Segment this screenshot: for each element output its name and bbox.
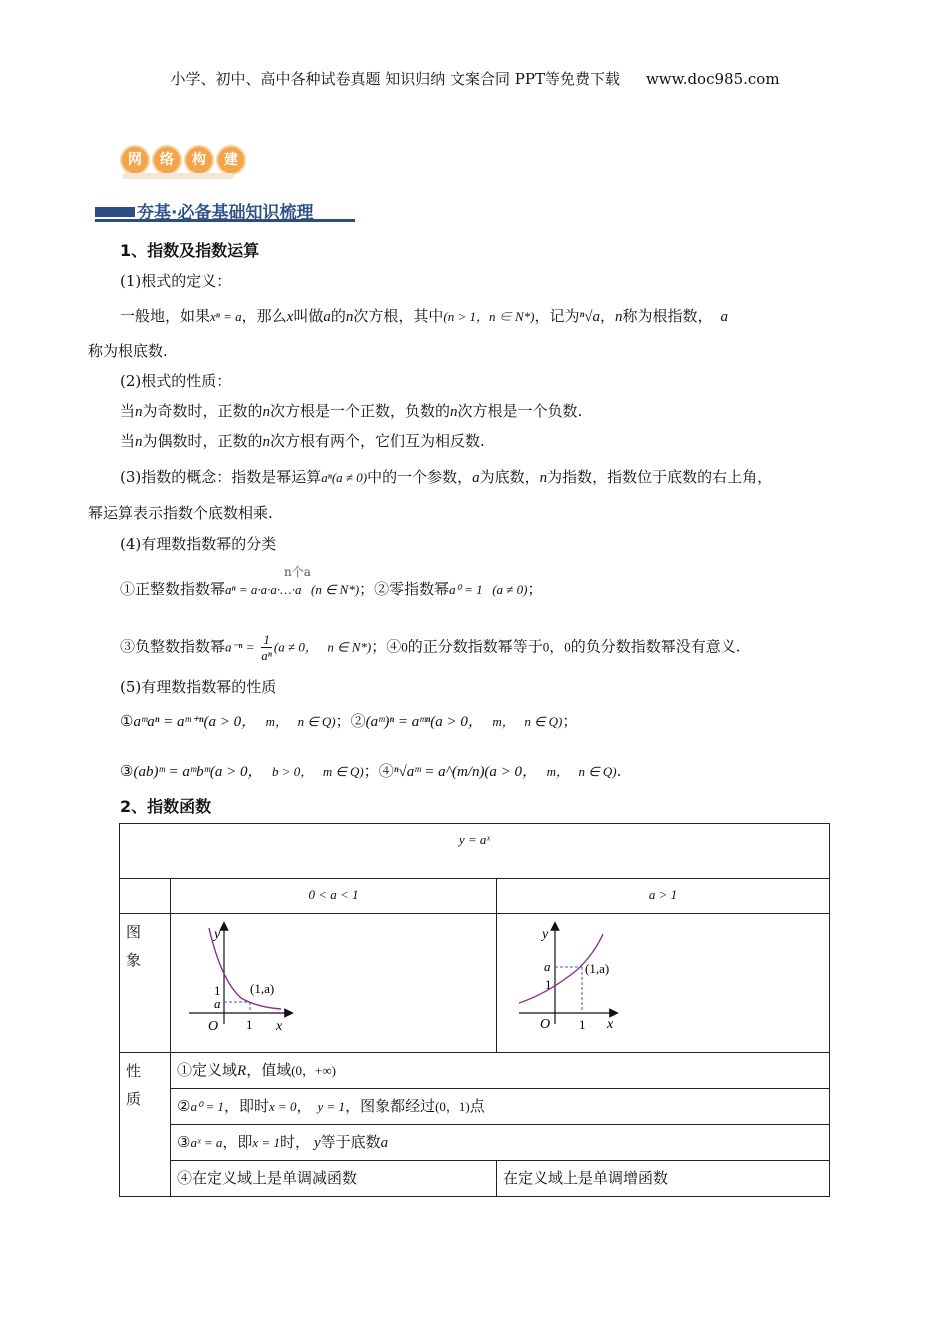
exp-function-table: [119, 823, 830, 1197]
badge-char: 络: [152, 145, 182, 175]
graph-decreasing-cell: [171, 914, 497, 1053]
p3-line2: 幂运算表示指数个底数相乘.: [88, 504, 273, 522]
page-header: [0, 68, 950, 89]
prop-4-increasing: 在定义域上是单调增函数: [497, 1161, 830, 1197]
graph-increasing: [497, 914, 827, 1051]
blank-cell: [120, 879, 171, 914]
p1-line: 一般地，如果xⁿ = a，那么x叫做a的n次方根，其中(n > 1，n ∈ N*)，记为ⁿ√a，n称为根指数， a: [120, 307, 729, 325]
origin-label: O: [208, 1019, 219, 1034]
axis-y-label: y: [542, 927, 549, 942]
p4-overbrace: n个a: [284, 565, 311, 579]
tick-one-y: 1: [545, 977, 552, 992]
s2-title: 2、指数函数: [120, 797, 212, 816]
prop-2: ②a⁰ = 1，即时x = 0， y = 1，图象都经过(0，1)点: [171, 1089, 830, 1125]
p1-line2: 称为根底数.: [88, 342, 168, 360]
p4-line1: ①正整数指数幂aⁿ = a·a·a·…·a (n ∈ N*)；②零指数幂a⁰ = 1 (a ≠ 0)；: [120, 580, 543, 598]
header-text: 小学、初中、高中各种试卷真题 知识归纳 文案合同 PPT等免费下载: [170, 70, 620, 88]
section-heading: [95, 197, 355, 225]
header-site: www.doc985.com: [645, 70, 780, 88]
axis-x-label: x: [607, 1017, 614, 1032]
tick-one-x: 1: [579, 1017, 586, 1032]
prop-4-decreasing: ④在定义域上是单调减函数: [171, 1161, 497, 1197]
badge-char: 建: [216, 145, 246, 175]
badge-char: 构: [184, 145, 214, 175]
p4-line2: ③负整数指数幂a⁻ⁿ = $\frac{1}{\text{aⁿ}}$ (a ≠ 0， n ∈ N*)；④0的正分数指数幂等于0，0的负分数指数幂没有意义.: [120, 632, 741, 663]
p4-title: (4)有理数指数幂的分类: [120, 535, 277, 553]
p2-line1: 当n为奇数时，正数的n次方根是一个正数，负数的n次方根是一个负数.: [120, 402, 583, 420]
point-label: (1,a): [585, 961, 610, 976]
p5-line1: ①aᵐaⁿ = aᵐ⁺ⁿ(a > 0， m， n ∈ Q)；②(aᵐ)ⁿ = aᵐⁿ(a > 0， m， n ∈ Q)；: [120, 712, 578, 730]
axis-x-label: x: [276, 1019, 283, 1034]
point-label: (1,a): [250, 981, 275, 996]
origin-label: O: [540, 1017, 551, 1032]
p2-line2: 当n为偶数时，正数的n次方根有两个，它们互为相反数.: [120, 432, 485, 450]
graph-increasing-cell: [497, 914, 830, 1053]
case-increasing: a > 1: [497, 879, 830, 914]
p5-title: (5)有理数指数幂的性质: [120, 678, 277, 696]
badge-char: 网: [120, 145, 150, 175]
p5-line2: ③(ab)ᵐ = aᵐbᵐ(a > 0， b > 0， m ∈ Q)；④ⁿ√aᵐ = a^(m/n)(a > 0， m， n ∈ Q).: [120, 762, 622, 780]
prop-3: ③aˣ = a，即x = 1时， y等于底数a: [171, 1125, 830, 1161]
network-badge: [120, 145, 238, 179]
tick-one-y: 1: [214, 983, 221, 998]
tick-a-y: a: [544, 959, 551, 974]
prop-1: ①定义域R，值域(0，+∞): [171, 1053, 830, 1089]
graph-row-label: 图 象: [120, 914, 171, 1053]
p1-title: (1)根式的定义：: [120, 272, 232, 290]
case-decreasing: 0 < a < 1: [171, 879, 497, 914]
section-title: 夯基·必备基础知识梳理: [137, 203, 314, 223]
s1-title: 1、指数及指数运算: [120, 241, 260, 260]
p3-line: (3)指数的概念：指数是幂运算aⁿ(a ≠ 0)中的一个参数，a为底数，n为指数，指数位于底数的右上角，: [120, 468, 773, 486]
graph-decreasing: [171, 914, 484, 1051]
tick-one-x: 1: [246, 1017, 253, 1032]
p2-title: (2)根式的性质：: [120, 372, 232, 390]
axis-y-label: y: [214, 927, 221, 942]
table-head: y = aˣ: [120, 824, 830, 879]
prop-row-label: 性 质: [120, 1053, 171, 1197]
tick-a-y: a: [214, 996, 221, 1011]
